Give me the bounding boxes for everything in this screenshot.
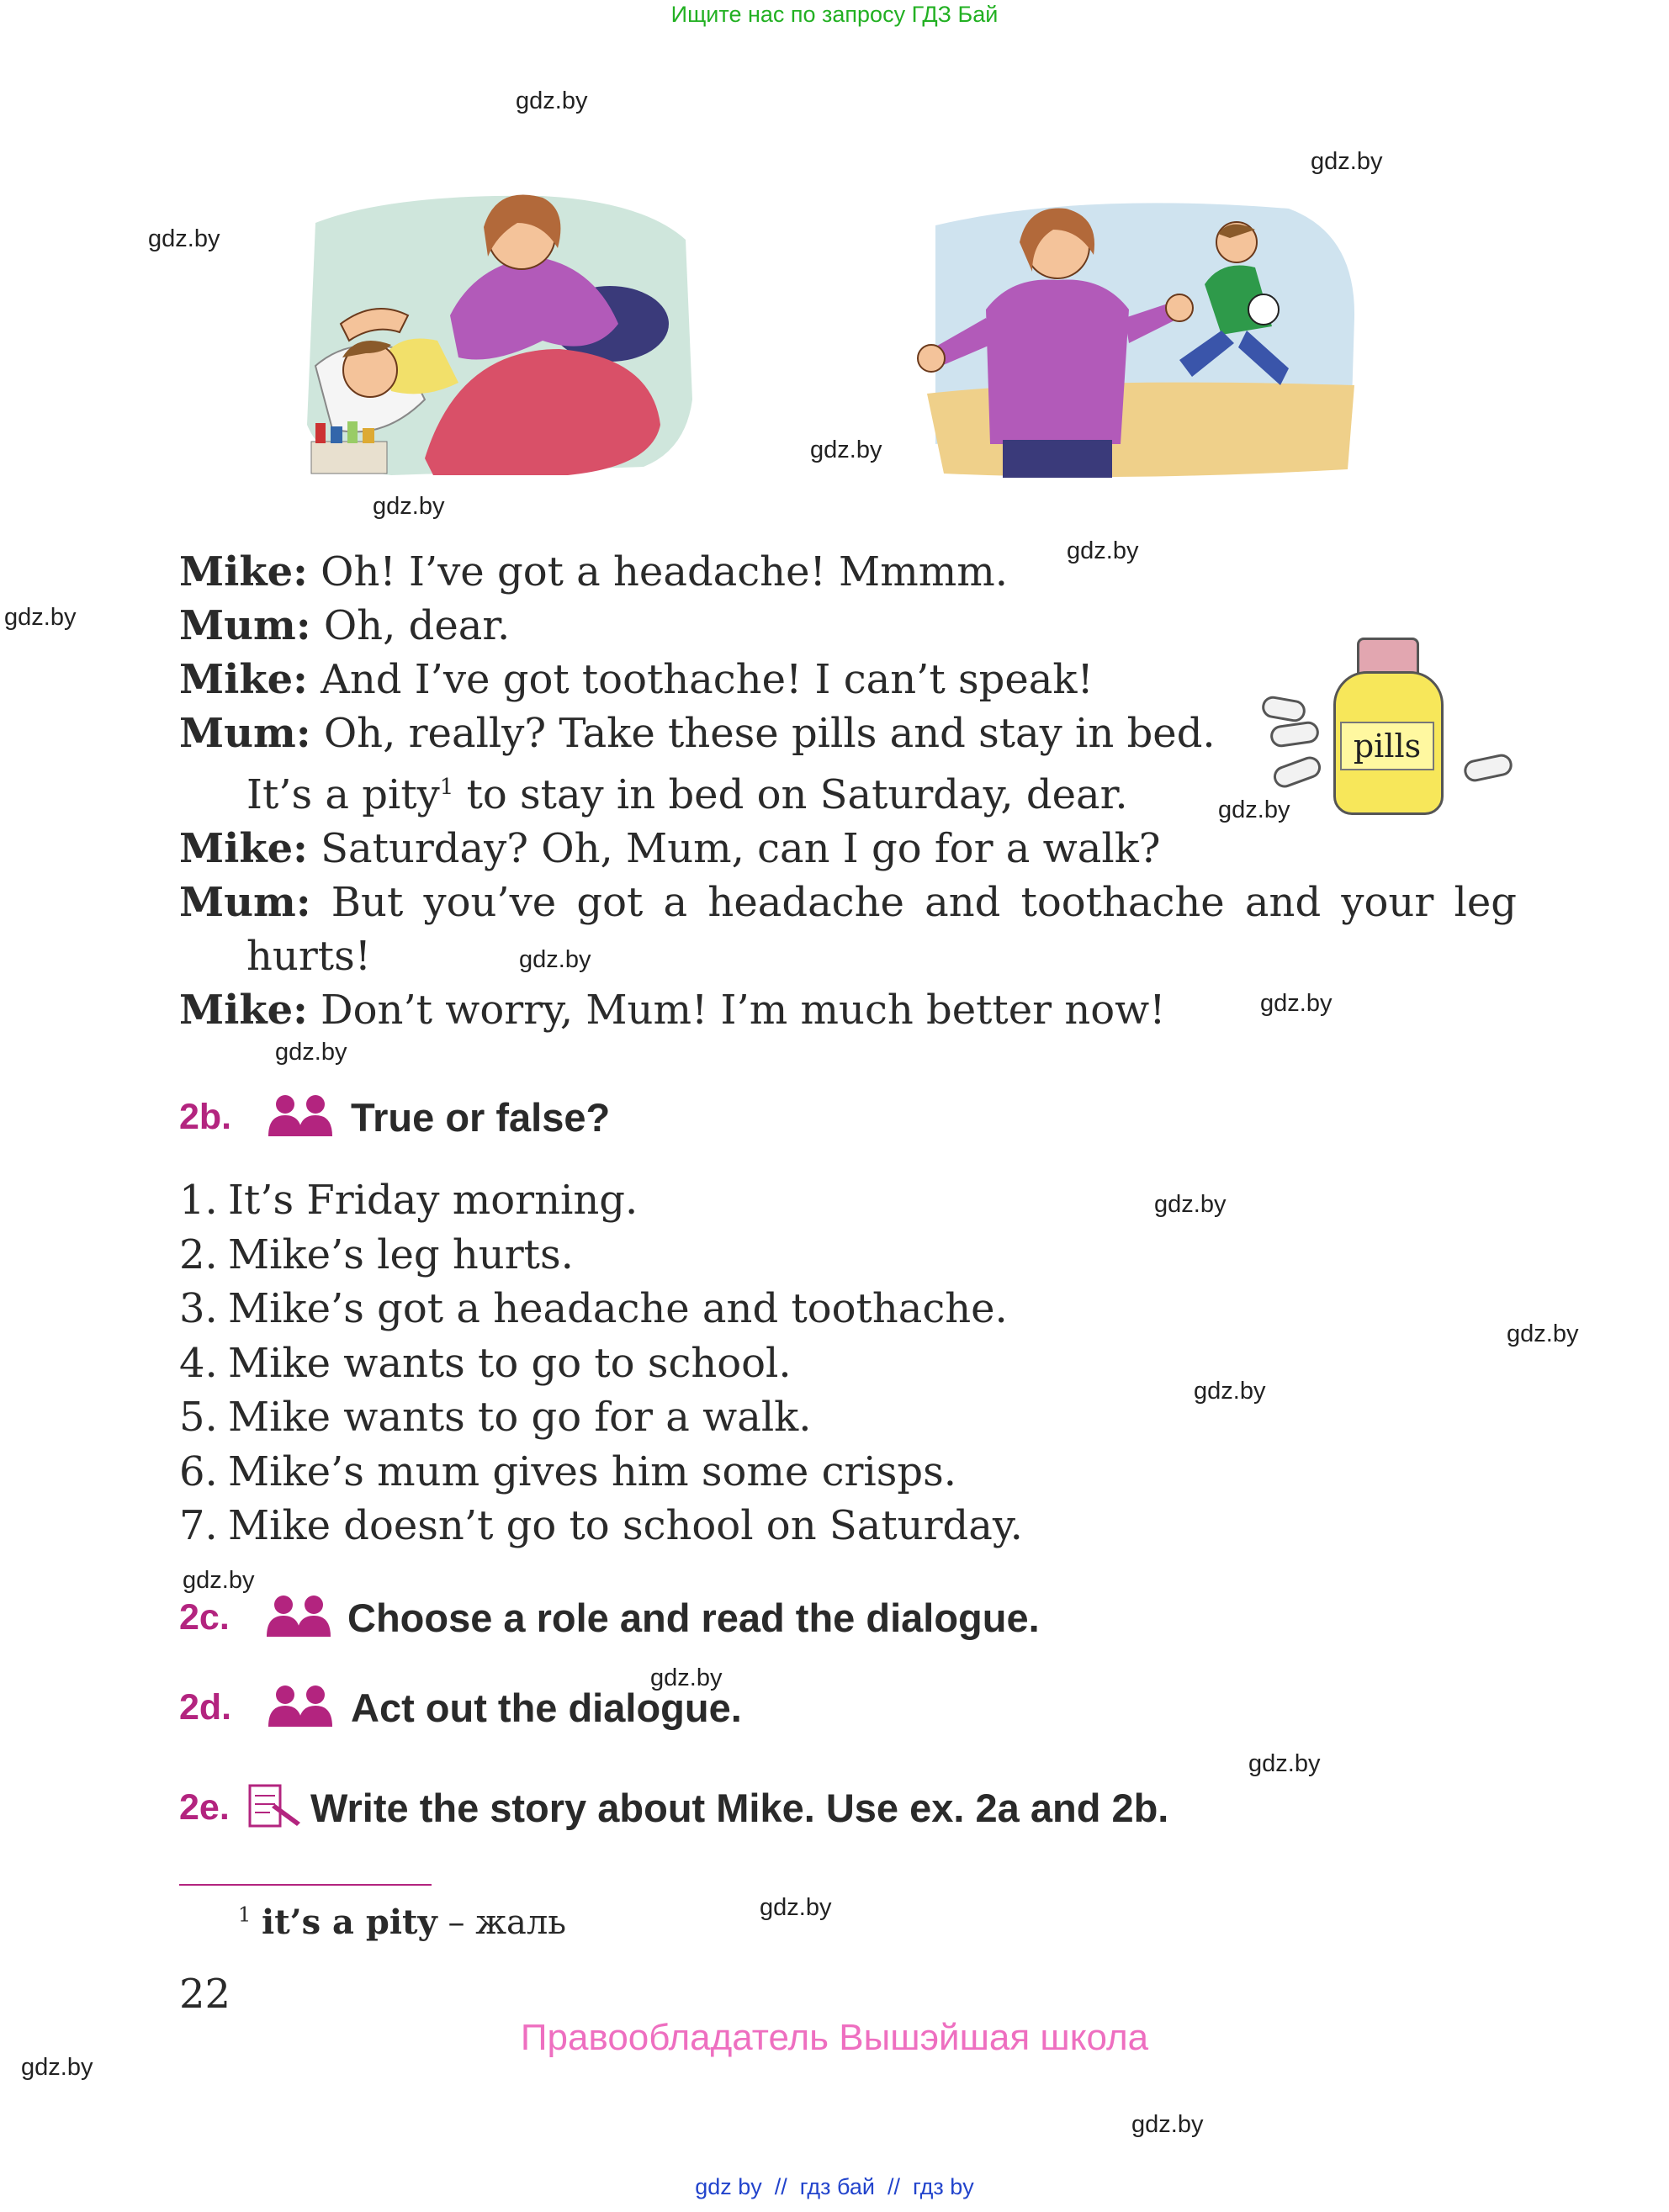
speaker: Mike:	[179, 825, 308, 872]
exercise-number: 2e.	[179, 1786, 230, 1828]
footnote-term: it’s a pity	[262, 1902, 437, 1942]
footnote-divider	[179, 1884, 432, 1886]
item-number: 3.	[179, 1285, 218, 1332]
exercise-2d-heading	[179, 1682, 742, 1733]
line-text: Don’t worry, Mum! I’m much better now!	[321, 987, 1166, 1034]
watermark: gdz.by	[1067, 537, 1139, 564]
line-text: But you’ve got a headache and toothache and your leg	[331, 879, 1517, 926]
footnote-mark: 1	[439, 775, 454, 800]
watermark: gdz.by	[1154, 1191, 1227, 1218]
item-number: 7.	[179, 1502, 218, 1549]
watermark: gdz.by	[4, 604, 77, 631]
pair-work-icon	[263, 1685, 339, 1731]
speaker: Mike:	[179, 987, 308, 1034]
footnote-dash: –	[448, 1903, 465, 1942]
pair-work-icon	[263, 1094, 339, 1140]
item-text: Mike’s leg hurts.	[228, 1230, 574, 1278]
dialogue-line	[179, 545, 1517, 599]
illustration-sick-mike	[290, 189, 694, 488]
watermark: gdz.by	[21, 2054, 93, 2081]
top-banner[interactable]: Ищите нас по запросу ГДЗ Бай	[670, 2, 999, 27]
exercise-2e-heading	[179, 1781, 1168, 1834]
list-item	[179, 1173, 1023, 1228]
bottom-links[interactable]: gdz by // гдз бай // гдз by	[695, 2174, 974, 2199]
page-number: 22	[179, 1971, 231, 2018]
dialogue-line	[179, 822, 1517, 876]
watermark: gdz.by	[810, 437, 882, 463]
watermark: gdz.by	[148, 225, 220, 252]
exercise-2c-heading	[179, 1592, 1040, 1643]
exercise-title: True or false?	[351, 1094, 611, 1140]
line-text: hurts!	[246, 933, 371, 980]
item-text: Mike’s mum gives him some crisps.	[228, 1447, 957, 1495]
watermark: gdz.by	[1248, 1750, 1321, 1777]
item-text: Mike doesn’t go to school on Saturday.	[228, 1502, 1023, 1549]
exercise-title: Choose a role and read the dialogue.	[347, 1595, 1040, 1640]
pill-icon	[1260, 695, 1307, 724]
writing-icon	[246, 1782, 305, 1833]
watermark: gdz.by	[760, 1894, 832, 1921]
exercise-number: 2d.	[179, 1686, 232, 1728]
dialogue-line-continuation	[179, 929, 1517, 983]
list-item	[179, 1336, 1023, 1391]
pills-illustration	[1266, 622, 1518, 816]
watermark: gdz.by	[183, 1567, 255, 1594]
line-text: It’s a pity	[246, 771, 440, 818]
illustration-mike-running	[910, 192, 1363, 486]
line-text: Saturday? Oh, Mum, can I go for a walk?	[321, 825, 1161, 872]
list-item	[179, 1445, 1023, 1500]
footnote-translation: жаль	[475, 1903, 567, 1942]
pill-icon	[1269, 720, 1320, 749]
watermark: gdz.by	[373, 493, 445, 520]
list-item	[179, 1499, 1023, 1553]
exercise-number: 2b.	[179, 1096, 232, 1137]
dialogue-line	[179, 876, 1517, 929]
item-text: Mike wants to go to school.	[228, 1339, 792, 1387]
dialogue-line	[179, 983, 1517, 1037]
item-text: Mike’s got a headache and toothache.	[228, 1285, 1008, 1332]
exercise-title: Act out the dialogue.	[351, 1685, 742, 1730]
pill-icon	[1270, 754, 1323, 791]
speaker: Mike:	[179, 548, 308, 595]
speaker: Mum:	[179, 879, 311, 926]
item-text: It’s Friday morning.	[228, 1177, 638, 1224]
item-number: 2.	[179, 1230, 218, 1278]
footnote	[238, 1902, 566, 1942]
speaker: Mike:	[179, 656, 308, 703]
watermark: gdz.by	[1218, 796, 1290, 823]
pair-work-icon	[262, 1595, 337, 1641]
speaker: Mum:	[179, 710, 311, 757]
line-text: to stay in bed on Saturday, dear.	[453, 771, 1128, 818]
list-item	[179, 1282, 1023, 1336]
watermark: gdz.by	[275, 1039, 347, 1066]
watermark: gdz.by	[1260, 990, 1333, 1017]
watermark: gdz.by	[519, 946, 591, 973]
watermark: gdz.by	[1131, 2111, 1204, 2138]
line-text: Oh, really? Take these pills and stay in bed.	[323, 710, 1216, 757]
line-text: Oh! I’ve got a headache! Mmmm.	[321, 548, 1008, 595]
exercise-number: 2c.	[179, 1596, 230, 1638]
footnote-mark: 1	[238, 1902, 252, 1927]
speaker: Mum:	[179, 602, 311, 649]
true-false-statements	[179, 1173, 1023, 1553]
watermark: gdz.by	[650, 1664, 723, 1691]
item-number: 6.	[179, 1447, 218, 1495]
watermark: gdz.by	[1311, 148, 1383, 175]
watermark: gdz.by	[516, 87, 588, 114]
watermark: gdz.by	[1507, 1320, 1579, 1347]
item-number: 5.	[179, 1394, 218, 1441]
pills-label: pills	[1340, 722, 1434, 770]
exercise-title: Write the story about Mike. Use ex. 2a and 2b.	[310, 1785, 1169, 1830]
pill-icon	[1462, 752, 1514, 783]
item-text: Mike wants to go for a walk.	[228, 1394, 812, 1441]
item-number: 4.	[179, 1339, 218, 1387]
item-number: 1.	[179, 1177, 218, 1224]
exercise-2b-heading	[179, 1092, 610, 1142]
line-text: And I’ve got toothache! I can’t speak!	[321, 656, 1094, 703]
list-item	[179, 1228, 1023, 1283]
copyright-notice: Правообладатель Вышэйшая школа	[520, 2017, 1149, 2058]
watermark: gdz.by	[1194, 1378, 1266, 1405]
list-item	[179, 1390, 1023, 1445]
line-text: Oh, dear.	[323, 602, 511, 649]
